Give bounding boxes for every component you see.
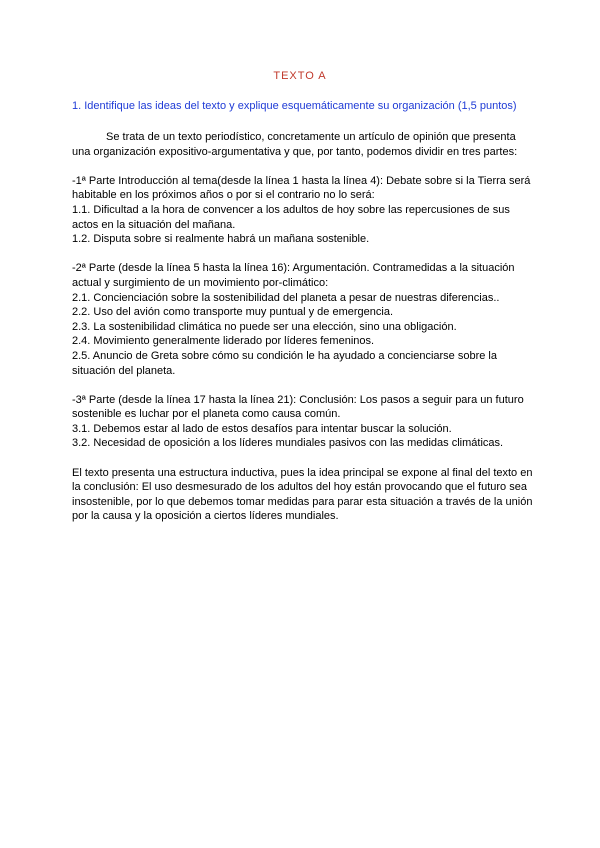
part2-item: 2.1. Concienciación sobre la sostenibilidad del planeta a pesar de nuestras diferencias.. bbox=[72, 291, 500, 304]
document-body bbox=[72, 130, 536, 524]
document-title: TEXTO A bbox=[273, 70, 327, 82]
part1-item: 1.2. Disputa sobre si realmente habrá un mañana sostenible. bbox=[72, 233, 370, 246]
part1-heading: -1ª Parte Introducción al tema(desde la línea 1 hasta la línea 4): Debate sobre si la Tierra será habitable en los próximos años o por si el contrario no lo será: bbox=[72, 174, 531, 202]
question-heading: 1. Identifique las ideas del texto y explique esquemáticamente su organización (1,5 puntos) bbox=[72, 100, 517, 112]
part3-item: 3.1. Debemos estar al lado de estos desafíos para intentar buscar la solución. bbox=[72, 422, 452, 435]
conclusion-paragraph: El texto presenta una estructura inductiva, pues la idea principal se expone al final del texto en la conclusión: El uso desmesurado de los adultos del hoy están provocando que el futuro sea insostenible, por lo que debemos tomar medidas para parar esta situación a través de la unión por la causa y la oposición a ciertos líderes mundiales. bbox=[72, 466, 533, 523]
part2-heading: -2ª Parte (desde la línea 5 hasta la línea 16): Argumentación. Contramedidas a la situación actual y surgimiento de un movimiento por-climático: bbox=[72, 262, 515, 289]
part1-item: 1.1. Dificultad a la hora de convencer a los adultos de hoy sobre las repercusiones de sus actos en la situación del mañana. bbox=[72, 203, 510, 231]
part2-item: 2.3. La sostenibilidad climática no puede ser una elección, sino una obligación. bbox=[72, 320, 457, 333]
part3-item: 3.2. Necesidad de oposición a los líderes mundiales pasivos con las medidas climáticas. bbox=[72, 437, 504, 450]
part2-item: 2.4. Movimiento generalmente liderado por líderes femeninos. bbox=[72, 335, 375, 348]
part2-item: 2.2. Uso del avión como transporte muy puntual y de emergencia. bbox=[72, 306, 394, 319]
part2-item: 2.5. Anuncio de Greta sobre cómo su condición le ha ayudado a concienciarse sobre la situación del planeta. bbox=[72, 349, 497, 377]
intro-paragraph: Se trata de un texto periodístico, concretamente un artículo de opinión que presenta una organización expositivo-argumentativa y que, por tanto, podemos dividir en tres partes: bbox=[72, 131, 518, 158]
part3-heading: -3ª Parte (desde la línea 17 hasta la línea 21): Conclusión: Los pasos a seguir para un futuro sostenible es luchar por el planeta como causa común. bbox=[72, 393, 524, 421]
